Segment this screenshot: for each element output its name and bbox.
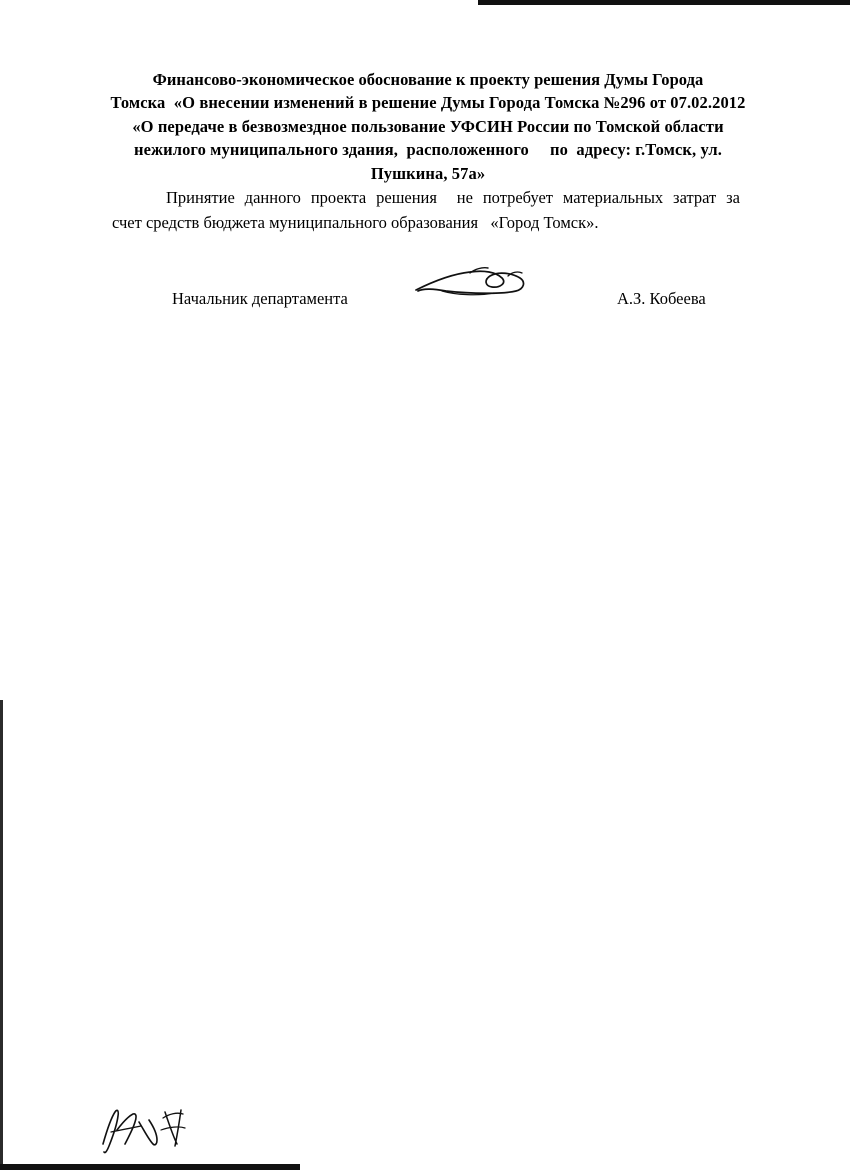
signature-name: А.З. Кобеева xyxy=(617,289,706,308)
scan-edge-artifact-left xyxy=(0,700,3,1170)
document-title xyxy=(108,68,748,185)
title-line-1: Финансово-экономическое обоснование к проекту решения Думы Города xyxy=(152,70,704,89)
title-line-2: Томска «О внесении изменений в решение Думы Города Томска №296 от 07.02.2012 xyxy=(110,93,746,113)
handwritten-signature-icon xyxy=(412,264,552,312)
title-line-5: Пушкина, 57а» xyxy=(370,163,486,183)
signature-block xyxy=(112,282,740,322)
handwritten-scribble-icon xyxy=(95,1100,240,1162)
body-paragraph-text: Принятие данного проекта решения не потребует материальных затрат за счет средств бюджета муниципального образования «Город Томск». xyxy=(112,188,749,232)
signature-role: Начальник департамента xyxy=(172,289,348,308)
title-line-3: «О передаче в безвозмездное пользование УФСИН России по Томской области xyxy=(132,116,724,136)
body-paragraph xyxy=(112,186,749,236)
title-line-4: нежилого муниципального здания, расположенного по адресу: г.Томск, ул. xyxy=(134,140,722,160)
scan-edge-artifact-top xyxy=(478,0,850,5)
scan-edge-artifact-bottom xyxy=(0,1164,300,1170)
